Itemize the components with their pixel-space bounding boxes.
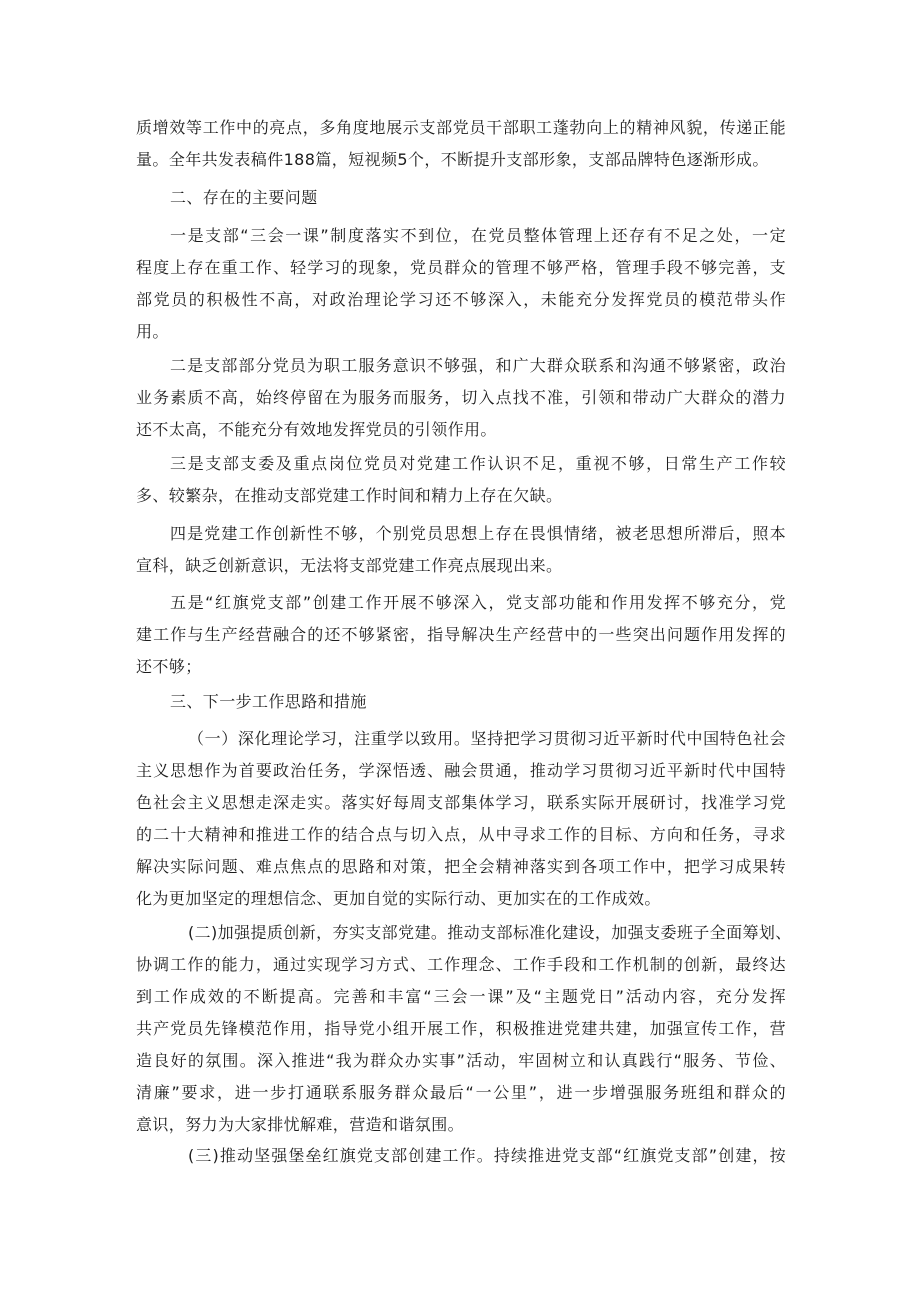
text-line: 一是支部“三会一课”制度落实不到位，在党员整体管理上还存有不足之处，一定 [170, 226, 786, 245]
paragraph-problem-2 [136, 350, 786, 446]
text-line: 还不太高，不能充分有效地发挥党员的引领作用。 [136, 420, 497, 439]
text-line: 多、较繁杂，在推动支部党建工作时间和精力上存在欠缺。 [136, 486, 563, 505]
text-line: 意识，努力为大家排忧解难，营造和谐氛围。 [136, 1115, 465, 1134]
text-line: 解决实际问题、难点焦点的思路和对策，把全会精神落实到各项工作中，把学习成果转 [136, 857, 786, 876]
text-line: 宣科，缺乏创新意识，无法将支部党建工作亮点展现出来。 [136, 556, 563, 575]
paragraph-problem-5 [136, 587, 786, 683]
text-line: 程度上存在重工作、轻学习的现象，党员群众的管理不够严格，管理手段不够完善，支 [136, 258, 786, 277]
section-heading-problems: 二、存在的主要问题 [170, 188, 318, 207]
text-line: 到工作成效的不断提高。完善和丰富“三会一课”及“主题党日”活动内容，充分发挥 [136, 987, 786, 1006]
text-line: 的二十大精神和推进工作的结合点与切入点，从中寻求工作的目标、方向和任务，寻求 [136, 825, 786, 844]
paragraph-measure-1 [136, 723, 786, 915]
text-line: 量。全年共发表稿件188篇，短视频5个，不断提升支部形象，支部品牌特色逐渐形成。 [136, 150, 769, 169]
paragraph-problem-4 [136, 518, 786, 582]
paragraph-measure-2 [136, 917, 792, 1141]
paragraph-continuation [136, 112, 786, 176]
text-line: 造良好的氛围。深入推进“我为群众办实事”活动，牢固树立和认真践行“服务、节俭、 [136, 1051, 786, 1070]
text-line: 用。 [136, 322, 169, 341]
text-line: 还不够； [136, 657, 202, 676]
text-line: (二)加强提质创新，夯实支部党建。推动支部标准化建设，加强支委班子全面筹划、 [188, 923, 792, 942]
text-line: 四是党建工作创新性不够，个别党员思想上存在畏惧情绪，被老思想所滞后，照本 [170, 524, 786, 543]
paragraph-measure-3 [136, 1140, 786, 1172]
text-line: 业务素质不高，始终停留在为服务而服务，切入点找不准，引领和带动广大群众的潜力 [136, 388, 786, 407]
section-heading-next-steps: 三、下一步工作思路和措施 [170, 692, 367, 711]
text-line: 清廉”要求，进一步打通联系服务群众最后“一公里”，进一步增强服务班组和群众的 [136, 1083, 786, 1102]
text-line: 质增效等工作中的亮点，多角度地展示支部党员干部职工蓬勃向上的精神风貌，传递正能 [136, 118, 786, 137]
text-line: 化为更加坚定的理想信念、更加自觉的实际行动、更加实在的工作成效。 [136, 889, 661, 908]
text-line: （一）深化理论学习，注重学以致用。坚持把学习贯彻习近平新时代中国特色社会 [188, 729, 786, 748]
text-line: 共产党员先锋模范作用，指导党小组开展工作，积极推进党建共建，加强宣传工作，营 [136, 1019, 786, 1038]
text-line: 五是“红旗党支部”创建工作开展不够深入，党支部功能和作用发挥不够充分，党 [170, 593, 786, 612]
text-line: 部党员的积极性不高，对政治理论学习还不够深入，未能充分发挥党员的模范带头作 [136, 290, 786, 309]
text-line: (三)推动坚强堡垒红旗党支部创建工作。持续推进党支部“红旗党支部”创建，按 [188, 1146, 786, 1165]
text-line: 色社会主义思想走深走实。落实好每周支部集体学习，联系实际开展研讨，找准学习党 [136, 793, 786, 812]
text-line: 二是支部部分党员为职工服务意识不够强，和广大群众联系和沟通不够紧密，政治 [170, 356, 786, 375]
text-line: 三是支部支委及重点岗位党员对党建工作认识不足，重视不够，日常生产工作较 [170, 454, 786, 473]
paragraph-problem-3 [136, 448, 786, 512]
paragraph-problem-1 [136, 220, 786, 348]
text-line: 协调工作的能力，通过实现学习方式、工作理念、工作手段和工作机制的创新，最终达 [136, 955, 786, 974]
text-line: 建工作与生产经营融合的还不够紧密，指导解决生产经营中的一些突出问题作用发挥的 [136, 625, 786, 644]
text-line: 主义思想作为首要政治任务，学深悟透、融会贯通，推动学习贯彻习近平新时代中国特 [136, 761, 786, 780]
